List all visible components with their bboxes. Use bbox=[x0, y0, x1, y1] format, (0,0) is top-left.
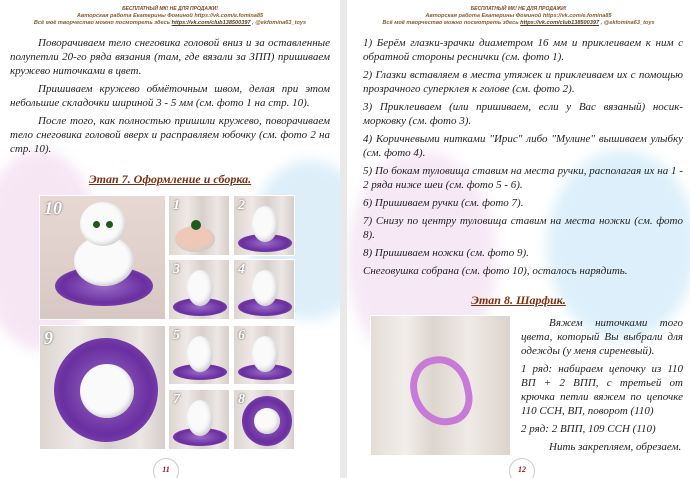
header-line: БЕСПЛАТНЫЙ МК! НЕ ДЛЯ ПРОДАЖИ! bbox=[470, 6, 567, 12]
header-text: , @ekfomina63_toys bbox=[599, 20, 655, 26]
header-line: Авторская работа Екатерины Фоминой https://vk.com/e.fomina85 bbox=[76, 13, 264, 19]
photo-3 bbox=[168, 259, 230, 320]
header-link[interactable]: https://vk.com/club138500397 bbox=[171, 20, 251, 26]
photo-2 bbox=[233, 195, 295, 256]
paragraph: Нить закрепляем, обрезаем. bbox=[549, 441, 682, 453]
header-line: БЕСПЛАТНЫЙ МК! НЕ ДЛЯ ПРОДАЖИ! bbox=[122, 6, 218, 12]
stage-title: Этап 8. Шарфик. bbox=[471, 293, 566, 307]
step: 4) Коричневыми нитками "Ирис" либо "Мулине" вышиваем улыбку (см. фото 4). bbox=[363, 133, 683, 159]
body-text bbox=[10, 36, 330, 160]
scarf-text bbox=[521, 316, 683, 458]
step: 7) Снизу по центру туловища ставим на места ножки (см. фото 8). bbox=[363, 215, 683, 241]
photo-6 bbox=[233, 325, 295, 385]
step: Снеговушка собрана (см. фото 10), осталось нарядить. bbox=[363, 265, 628, 277]
photo-number: 6 bbox=[238, 328, 245, 343]
photo-5 bbox=[168, 325, 230, 385]
paragraph: Пришиваем кружево обмёточным швом, делая при этом небольшие складочки шириной 3 - 5 мм (см. фото 1 на стр. 10). bbox=[10, 83, 330, 109]
photo-7 bbox=[168, 389, 230, 450]
stage-title: Этап 7. Оформление и сборка. bbox=[88, 172, 252, 186]
header-text: Всё моё творчество можно посмотреть здесь bbox=[33, 20, 172, 26]
photo-number: 7 bbox=[173, 392, 180, 407]
paragraph: После того, как полностью пришили кружево, поворачиваем тело снеговика головой вверх и расправляем юбочку (см. фото 2 на стр. 10). bbox=[10, 115, 330, 155]
page-11 bbox=[0, 0, 340, 478]
steps-list bbox=[363, 36, 683, 282]
page-number: 12 bbox=[509, 458, 535, 478]
photo-9 bbox=[39, 325, 166, 450]
header-text: , @ekfomina63_toys bbox=[250, 20, 307, 26]
scarf-photo bbox=[370, 315, 511, 456]
photo-number: 4 bbox=[238, 262, 245, 277]
step: 5) По бокам туловища ставим на места ручки, располагая их на 1 - 2 ряда ниже шеи (см. фото 5 - 6). bbox=[363, 165, 683, 191]
photo-number: 8 bbox=[238, 392, 245, 407]
header-link[interactable]: https://vk.com/club138500397 bbox=[520, 20, 600, 26]
photo-number: 5 bbox=[173, 328, 180, 343]
page-header bbox=[347, 6, 690, 27]
photo-8 bbox=[233, 389, 295, 450]
step: 8) Пришиваем ножки (см. фото 9). bbox=[363, 247, 529, 259]
photo-number: 9 bbox=[44, 328, 53, 348]
photo-number: 10 bbox=[44, 198, 62, 218]
step: 6) Пришиваем ручки (см. фото 7). bbox=[363, 197, 524, 209]
paragraph: Вяжем ниточками того цвета, который Вы выбрали для одежды (у меня сиреневый). bbox=[521, 317, 683, 357]
photo-number: 1 bbox=[173, 198, 180, 213]
photo-10 bbox=[39, 195, 166, 320]
photo-number: 3 bbox=[173, 262, 180, 277]
photo-1 bbox=[168, 195, 230, 256]
header-text: Всё моё творчество можно посмотреть здесь bbox=[382, 20, 521, 26]
page-12 bbox=[347, 0, 690, 478]
paragraph: 2 ряд: 2 ВПП, 109 ССН (110) bbox=[521, 423, 656, 435]
page-number: 11 bbox=[153, 458, 179, 478]
photo-number: 2 bbox=[238, 198, 245, 213]
paragraph: Поворачиваем тело снеговика головой вниз и за оставленные полупетли 20-го ряда вязания (там, где вязали за ЗПП) пришиваем кружево ниточками в цвет. bbox=[10, 37, 330, 77]
paragraph: 1 ряд: набираем цепочку из 110 ВП + 2 ВПП, с третьей от крючка петли вяжем по цепочке 110 ССН, ВП, поворот (110) bbox=[521, 363, 683, 417]
page-header bbox=[0, 6, 340, 27]
header-line: Авторская работа Екатерины Фоминой https://vk.com/e.fomina85 bbox=[425, 13, 612, 19]
step: 1) Берём глазки-зрачки диаметром 16 мм и приклеиваем к ним с обратной стороны реснички (см. фото 1). bbox=[363, 37, 683, 63]
photo-4 bbox=[233, 259, 295, 320]
step: 3) Приклеиваем (или пришиваем, если у Вас вязаный) носик-морковку (см. фото 3). bbox=[363, 101, 683, 127]
step: 2) Глазки вставляем в места утяжек и приклеиваем их с помощью прозрачного суперклея к голове (см. фото 2). bbox=[363, 69, 683, 95]
